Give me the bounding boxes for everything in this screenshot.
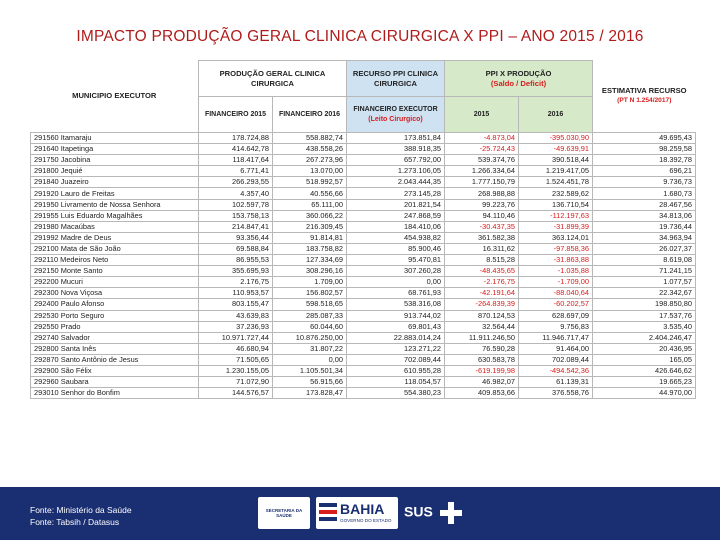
value-cell: 118.417,64 xyxy=(199,155,273,166)
value-cell: 110.953,57 xyxy=(199,288,273,299)
municipio-cell: 292150 Monte Santo xyxy=(31,266,199,277)
value-cell: 538.316,08 xyxy=(347,299,445,310)
value-cell: 136.710,54 xyxy=(519,199,593,210)
table-row xyxy=(31,221,696,232)
footer-bar xyxy=(0,487,720,540)
municipio-cell: 292870 Santo Antônio de Jesus xyxy=(31,354,199,365)
value-cell: 409.853,66 xyxy=(445,388,519,399)
value-cell: 657.792,00 xyxy=(347,155,445,166)
municipio-cell: 291980 Macaúbas xyxy=(31,221,199,232)
value-cell: 98.259,58 xyxy=(593,144,696,155)
value-cell: 173.851,84 xyxy=(347,133,445,144)
value-cell: 26.027,37 xyxy=(593,243,696,254)
value-cell: 69.801,43 xyxy=(347,321,445,332)
value-cell: 91.464,00 xyxy=(519,343,593,354)
table-header xyxy=(31,61,696,133)
sus-cross-icon xyxy=(439,501,463,525)
sus-logo: SUS xyxy=(404,501,463,525)
table-row xyxy=(31,133,696,144)
value-cell: 438.558,26 xyxy=(273,144,347,155)
value-cell: -2.176,75 xyxy=(445,277,519,288)
value-cell: 285.087,33 xyxy=(273,310,347,321)
header-municipio: MUNICIPIO EXECUTOR xyxy=(72,91,157,101)
value-cell: -25.724,43 xyxy=(445,144,519,155)
value-cell: 1.524.451,78 xyxy=(519,177,593,188)
value-cell: 22.342,67 xyxy=(593,288,696,299)
table-row xyxy=(31,266,696,277)
value-cell: -264.839,39 xyxy=(445,299,519,310)
header-fin2015: FINANCEIRO 2015 xyxy=(199,97,273,133)
value-cell: 1.230.155,05 xyxy=(199,365,273,376)
value-cell: 65.111,00 xyxy=(273,199,347,210)
value-cell: 18.392,78 xyxy=(593,155,696,166)
value-cell: 22.883.014,24 xyxy=(347,332,445,343)
value-cell: 201.821,54 xyxy=(347,199,445,210)
table-row xyxy=(31,166,696,177)
value-cell: 360.066,22 xyxy=(273,210,347,221)
value-cell: 11.946.717,47 xyxy=(519,332,593,343)
value-cell: 37.236,93 xyxy=(199,321,273,332)
header-saldo: (Saldo / Deficit) xyxy=(490,78,547,88)
value-cell: 184.410,06 xyxy=(347,221,445,232)
municipio-cell: 291992 Madre de Deus xyxy=(31,232,199,243)
table-row xyxy=(31,232,696,243)
value-cell: 19.736,44 xyxy=(593,221,696,232)
value-cell: 153.758,13 xyxy=(199,210,273,221)
table-row xyxy=(31,155,696,166)
bahia-flag-icon xyxy=(319,501,339,525)
municipio-cell: 292800 Santa Inês xyxy=(31,343,199,354)
table-row xyxy=(31,243,696,254)
value-cell: -60.202,57 xyxy=(519,299,593,310)
value-cell: 696,21 xyxy=(593,166,696,177)
municipio-cell: 292530 Porto Seguro xyxy=(31,310,199,321)
value-cell: 28.467,56 xyxy=(593,199,696,210)
header-portaria: (PT N 1.254/2017) xyxy=(617,97,672,105)
value-cell: 913.744,02 xyxy=(347,310,445,321)
value-cell: 558.882,74 xyxy=(273,133,347,144)
value-cell: 16.311,62 xyxy=(445,243,519,254)
value-cell: 20.436,95 xyxy=(593,343,696,354)
value-cell: 1.105.501,34 xyxy=(273,365,347,376)
table-row xyxy=(31,310,696,321)
table-row xyxy=(31,343,696,354)
table-row xyxy=(31,199,696,210)
value-cell: 0,00 xyxy=(273,354,347,365)
value-cell: 214.847,41 xyxy=(199,221,273,232)
value-cell: 61.139,31 xyxy=(519,377,593,388)
municipio-cell: 292900 São Félix xyxy=(31,365,199,376)
header-leito: (Leito Cirurgico) xyxy=(368,115,423,123)
municipio-cell: 291640 Itapetinga xyxy=(31,144,199,155)
value-cell: 870.124,53 xyxy=(445,310,519,321)
table-row xyxy=(31,177,696,188)
value-cell: -88.040,64 xyxy=(519,288,593,299)
municipio-cell: 292200 Mucuri xyxy=(31,277,199,288)
value-cell: 539.374,76 xyxy=(445,155,519,166)
logos-group xyxy=(258,493,478,533)
value-cell: 2.404.246,47 xyxy=(593,332,696,343)
value-cell: 628.697,09 xyxy=(519,310,593,321)
value-cell: 10.971.727,44 xyxy=(199,332,273,343)
production-table xyxy=(30,60,696,399)
table-row xyxy=(31,288,696,299)
value-cell: 1.709,00 xyxy=(273,277,347,288)
value-cell: -31.863,88 xyxy=(519,255,593,266)
source-tabsih: Fonte: Tabsih / Datasus xyxy=(30,517,120,527)
municipio-cell: 292960 Saubara xyxy=(31,377,199,388)
table-row xyxy=(31,388,696,399)
value-cell: 268.988,88 xyxy=(445,188,519,199)
value-cell: 118.054,57 xyxy=(347,377,445,388)
value-cell: 144.576,57 xyxy=(199,388,273,399)
value-cell: -48.435,65 xyxy=(445,266,519,277)
value-cell: 127.334,69 xyxy=(273,255,347,266)
value-cell: 102.597,78 xyxy=(199,199,273,210)
value-cell: 2.043.444,35 xyxy=(347,177,445,188)
value-cell: 71.072,90 xyxy=(199,377,273,388)
value-cell: 68.761,93 xyxy=(347,288,445,299)
table-row xyxy=(31,354,696,365)
value-cell: 60.044,60 xyxy=(273,321,347,332)
value-cell: -619.199,98 xyxy=(445,365,519,376)
value-cell: 3.535,40 xyxy=(593,321,696,332)
value-cell: 307.260,28 xyxy=(347,266,445,277)
value-cell: -4.873,04 xyxy=(445,133,519,144)
value-cell: 9.736,73 xyxy=(593,177,696,188)
value-cell: 17.537,76 xyxy=(593,310,696,321)
value-cell: 198.850,80 xyxy=(593,299,696,310)
value-cell: -395.030,90 xyxy=(519,133,593,144)
value-cell: 247.868,59 xyxy=(347,210,445,221)
value-cell: 630.583,78 xyxy=(445,354,519,365)
table-row xyxy=(31,332,696,343)
value-cell: 9.756,83 xyxy=(519,321,593,332)
value-cell: 183.758,82 xyxy=(273,243,347,254)
value-cell: 156.802,57 xyxy=(273,288,347,299)
value-cell: 414.642,78 xyxy=(199,144,273,155)
header-year-2015: 2015 xyxy=(445,97,519,133)
value-cell: 610.955,28 xyxy=(347,365,445,376)
page-title: IMPACTO PRODUÇÃO GERAL CLINICA CIRURGICA X PPI – ANO 2015 / 2016 xyxy=(76,28,644,45)
municipio-cell: 292550 Prado xyxy=(31,321,199,332)
value-cell: 94.110,46 xyxy=(445,210,519,221)
municipio-cell: 293010 Senhor do Bonfim xyxy=(31,388,199,399)
value-cell: 6.771,41 xyxy=(199,166,273,177)
value-cell: 93.356,44 xyxy=(199,232,273,243)
value-cell: 2.176,75 xyxy=(199,277,273,288)
value-cell: 454.938,82 xyxy=(347,232,445,243)
header-year-2016: 2016 xyxy=(519,97,593,133)
production-table-wrapper xyxy=(30,60,695,399)
value-cell: 216.309,45 xyxy=(273,221,347,232)
value-cell: 99.223,76 xyxy=(445,199,519,210)
value-cell: -1.035,88 xyxy=(519,266,593,277)
value-cell: 803.155,47 xyxy=(199,299,273,310)
municipio-cell: 291750 Jacobina xyxy=(31,155,199,166)
value-cell: -30.437,35 xyxy=(445,221,519,232)
value-cell: 178.724,88 xyxy=(199,133,273,144)
table-row xyxy=(31,277,696,288)
value-cell: 363.124,01 xyxy=(519,232,593,243)
table-row xyxy=(31,321,696,332)
municipio-cell: 291920 Lauro de Freitas xyxy=(31,188,199,199)
value-cell: 598.518,65 xyxy=(273,299,347,310)
value-cell: 69.588,84 xyxy=(199,243,273,254)
value-cell: 554.380,23 xyxy=(347,388,445,399)
value-cell: 273.145,28 xyxy=(347,188,445,199)
value-cell: 13.070,00 xyxy=(273,166,347,177)
value-cell: 31.807,22 xyxy=(273,343,347,354)
value-cell: 355.695,93 xyxy=(199,266,273,277)
municipio-cell: 292400 Paulo Afonso xyxy=(31,299,199,310)
value-cell: 232.589,62 xyxy=(519,188,593,199)
value-cell: 165,05 xyxy=(593,354,696,365)
value-cell: 173.828,47 xyxy=(273,388,347,399)
municipio-cell: 292740 Salvador xyxy=(31,332,199,343)
municipio-cell: 291560 Itamaraju xyxy=(31,133,199,144)
value-cell: 702.089,44 xyxy=(519,354,593,365)
value-cell: 1.219.417,05 xyxy=(519,166,593,177)
municipio-cell: 291840 Juazeiro xyxy=(31,177,199,188)
value-cell: 1.777.150,79 xyxy=(445,177,519,188)
value-cell: 1.077,57 xyxy=(593,277,696,288)
value-cell: 123.271,22 xyxy=(347,343,445,354)
value-cell: -1.709,00 xyxy=(519,277,593,288)
value-cell: 11.911.246,50 xyxy=(445,332,519,343)
table-row xyxy=(31,144,696,155)
value-cell: 91.814,81 xyxy=(273,232,347,243)
bahia-logo: BAHIA GOVERNO DO ESTADO xyxy=(316,497,398,529)
value-cell: 95.470,81 xyxy=(347,255,445,266)
table-row xyxy=(31,188,696,199)
value-cell: 32.564,44 xyxy=(445,321,519,332)
value-cell: 86.955,53 xyxy=(199,255,273,266)
table-body xyxy=(31,133,696,399)
value-cell: 44.970,00 xyxy=(593,388,696,399)
value-cell: 0,00 xyxy=(347,277,445,288)
municipio-cell: 292300 Nova Viçosa xyxy=(31,288,199,299)
value-cell: 4.357,40 xyxy=(199,188,273,199)
value-cell: 390.518,44 xyxy=(519,155,593,166)
value-cell: 518.992,57 xyxy=(273,177,347,188)
value-cell: 19.665,23 xyxy=(593,377,696,388)
table-row xyxy=(31,255,696,266)
source-ministerio: Fonte: Ministério da Saúde xyxy=(30,505,132,515)
value-cell: 56.915,66 xyxy=(273,377,347,388)
value-cell: -31.899,39 xyxy=(519,221,593,232)
value-cell: 361.582,38 xyxy=(445,232,519,243)
value-cell: 49.695,43 xyxy=(593,133,696,144)
header-producao: PRODUÇÃO GERAL CLINICA CIRURGICA xyxy=(199,61,347,97)
value-cell: 1.680,73 xyxy=(593,188,696,199)
value-cell: 267.273,96 xyxy=(273,155,347,166)
value-cell: -97.858,36 xyxy=(519,243,593,254)
value-cell: 702.089,44 xyxy=(347,354,445,365)
value-cell: -494.542,36 xyxy=(519,365,593,376)
table-row xyxy=(31,365,696,376)
value-cell: 8.619,08 xyxy=(593,255,696,266)
value-cell: -49.639,91 xyxy=(519,144,593,155)
value-cell: 308.296,16 xyxy=(273,266,347,277)
value-cell: 76.590,28 xyxy=(445,343,519,354)
value-cell: 376.558,76 xyxy=(519,388,593,399)
header-fin2016: FINANCEIRO 2016 xyxy=(273,97,347,133)
header-recurso: RECURSO PPI CLINICA CIRURGICA xyxy=(347,61,445,97)
value-cell: 34.963,94 xyxy=(593,232,696,243)
value-cell: 1.273.106,05 xyxy=(347,166,445,177)
value-cell: 34.813,06 xyxy=(593,210,696,221)
value-cell: 266.293,55 xyxy=(199,177,273,188)
municipio-cell: 291800 Jequié xyxy=(31,166,199,177)
value-cell: 8.515,28 xyxy=(445,255,519,266)
table-row xyxy=(31,210,696,221)
table-row xyxy=(31,299,696,310)
secretaria-logo: SECRETARIA DA SAÚDE xyxy=(258,497,310,529)
value-cell: 43.639,83 xyxy=(199,310,273,321)
header-finexec: FINANCEIRO EXECUTOR (Leito Cirurgico) xyxy=(347,97,445,133)
municipio-cell: 292110 Medeiros Neto xyxy=(31,255,199,266)
value-cell: 46.982,07 xyxy=(445,377,519,388)
value-cell: 40.556,66 xyxy=(273,188,347,199)
value-cell: 71.505,65 xyxy=(199,354,273,365)
value-cell: 46.680,94 xyxy=(199,343,273,354)
value-cell: 1.266.334,64 xyxy=(445,166,519,177)
value-cell: -42.191,64 xyxy=(445,288,519,299)
header-estimativa: ESTIMATIVA RECURSO xyxy=(601,86,687,96)
value-cell: 10.876.250,00 xyxy=(273,332,347,343)
value-cell: -112.197,63 xyxy=(519,210,593,221)
municipio-cell: 292100 Mata de São João xyxy=(31,243,199,254)
value-cell: 388.918,35 xyxy=(347,144,445,155)
value-cell: 85.900,46 xyxy=(347,243,445,254)
table-row xyxy=(31,377,696,388)
value-cell: 426.646,62 xyxy=(593,365,696,376)
header-ppi: PPI X PRODUÇÃO (Saldo / Deficit) xyxy=(445,61,593,97)
municipio-cell: 291950 Livramento de Nossa Senhora xyxy=(31,199,199,210)
municipio-cell: 291955 Luis Eduardo Magalhães xyxy=(31,210,199,221)
value-cell: 71.241,15 xyxy=(593,266,696,277)
